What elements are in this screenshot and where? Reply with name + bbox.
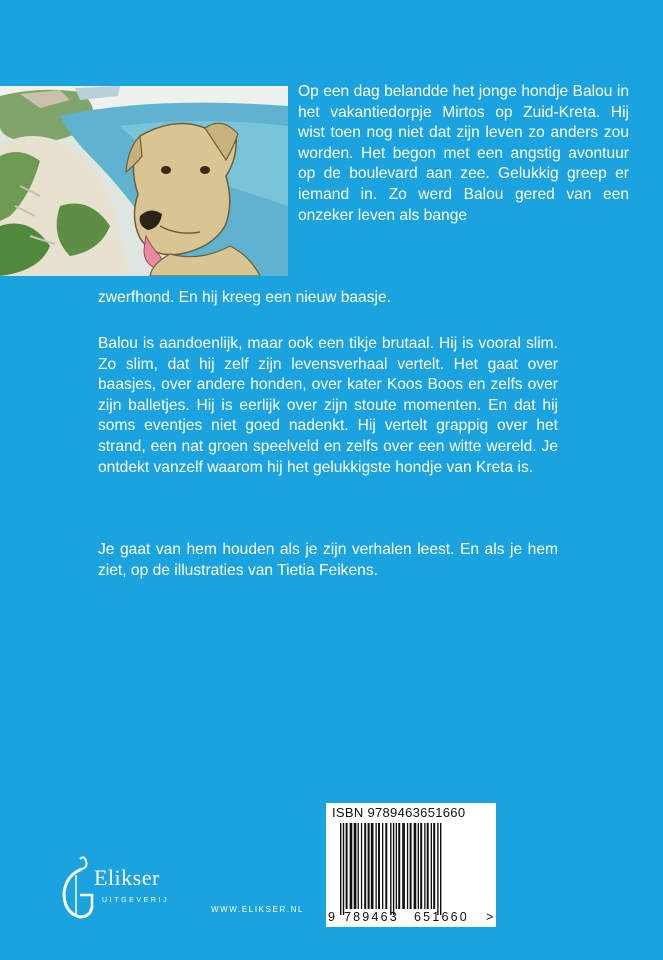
barcode-left-group: 789463 <box>344 910 399 924</box>
publisher-name: Elikser <box>94 865 160 890</box>
barcode-bar <box>350 823 353 909</box>
barcode-bar <box>393 823 394 915</box>
barcode-bar <box>437 823 438 915</box>
intro-paragraph-end: zwerfhond. En hij kreeg een nieuw baasje. <box>98 289 391 306</box>
barcode-bar <box>410 823 412 909</box>
barcode-bar <box>407 823 408 909</box>
publisher-subtitle: UITGEVERIJ <box>102 897 170 904</box>
barcode-bar <box>385 823 387 909</box>
barcode-bar <box>364 823 366 909</box>
barcode-bar <box>431 823 432 909</box>
barcode-bar <box>376 823 377 909</box>
barcode-bar <box>378 823 380 909</box>
barcode-bar <box>382 823 383 909</box>
barcode-bar <box>398 823 400 909</box>
closing-paragraph: Je gaat van hem houden als je zijn verhalen leest. En als je hem ziet, op de illustraties van Tietia Feikens. <box>98 541 558 579</box>
barcode-bar <box>343 823 344 915</box>
dog-illustration <box>0 86 288 276</box>
barcode-bar <box>440 823 441 915</box>
barcode-bar <box>433 823 435 909</box>
barcode-bar <box>354 823 357 909</box>
barcode-bar <box>396 823 397 909</box>
barcode-bar <box>361 823 362 909</box>
isbn-label: ISBN 9789463651660 <box>332 805 466 820</box>
barcode-bar <box>418 823 419 909</box>
barcode-right-group: 651660 <box>414 910 469 924</box>
isbn-barcode <box>326 803 496 927</box>
intro-paragraph: Op een dag belandde het jonge hondje Balou in het vakantiedorpje Mirtos op Zuid-Kreta. Hij wist toen nog niet dat zijn leven zo anders zou worden. Het begon met een angstig avontuur op de boulevard aan zee. Gelukkig greep er iemand in. Zo werd Balou gered van een onzeker leven als bange <box>298 83 629 224</box>
barcode-bar <box>340 823 341 915</box>
barcode-bar <box>420 823 422 909</box>
barcode-bar <box>427 823 429 909</box>
barcode-bar <box>414 823 417 909</box>
barcode-bars <box>326 803 496 927</box>
barcode-bar <box>368 823 370 909</box>
barcode-bar <box>358 823 359 909</box>
barcode-bar <box>390 823 391 915</box>
barcode-bar <box>402 823 405 909</box>
elikser-emblem-icon <box>58 855 98 925</box>
publisher-website: WWW.ELIKSER.NL <box>211 905 305 914</box>
barcode-first-digit: 9 <box>328 910 335 924</box>
barcode-bar <box>346 823 348 909</box>
barcode-arrow: > <box>486 910 494 924</box>
publisher-logo <box>58 855 198 925</box>
barcode-bar <box>371 823 374 909</box>
description-paragraph: Balou is aandoenlijk, maar ook een tikje brutaal. Hij is vooral slim. Zo slim, dat hij zelf zijn levensverhaal vertelt. Het gaat over baasjes, over andere honden, over kater Koos Boos en zelfs over zijn balletjes. Hij is eerlijk over zijn stoute momenten. En dat hij soms eventjes niet goed nadenkt. Hij vertelt grappig over het strand, een nat groen speelveld en zelfs over een witte wereld. Je ontdekt vanzelf waarom hij het gelukkigste hondje van Kreta is. <box>98 335 558 476</box>
barcode-bar <box>424 823 425 909</box>
